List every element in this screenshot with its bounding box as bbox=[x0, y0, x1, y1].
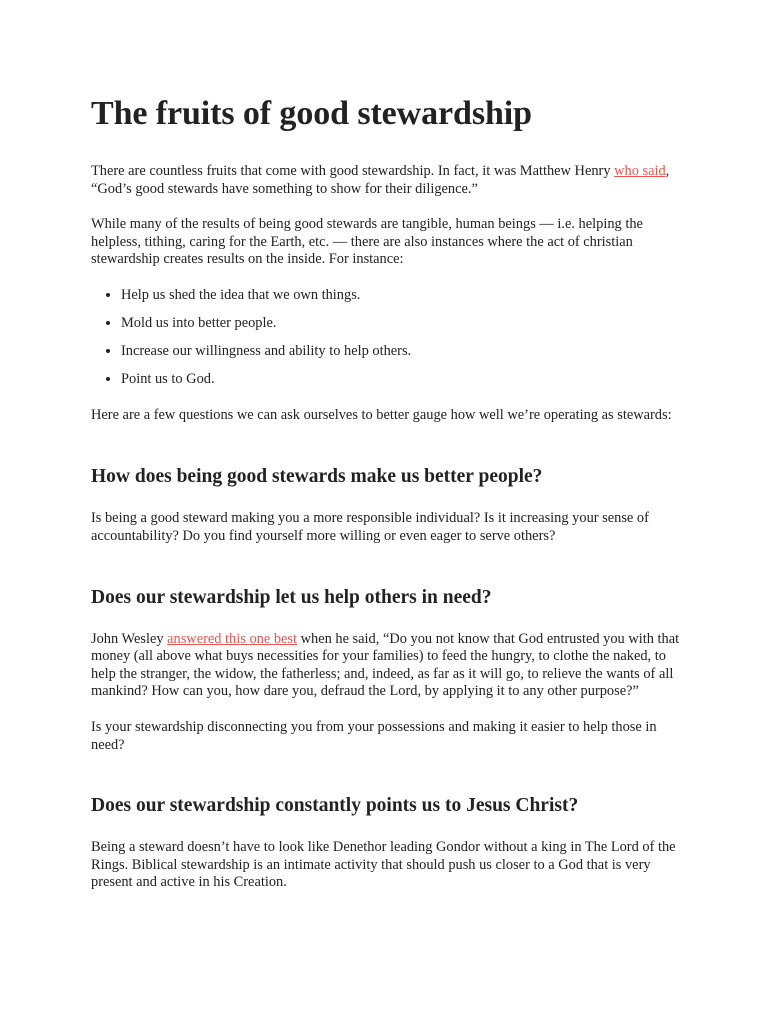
section-paragraph-better-people: Is being a good steward making you a more responsible individual? Is it increasing your sense of accountability? Do you find yourself more willing or even eager to serve others? bbox=[91, 510, 649, 545]
wesley-quote-paragraph bbox=[91, 631, 681, 701]
section-paragraph-possessions: Is your stewardship disconnecting you from your possessions and making it easier to help those in need? bbox=[91, 719, 657, 753]
who-said-link[interactable]: who said bbox=[614, 163, 666, 179]
article-body bbox=[91, 92, 681, 910]
list-item: • Mold us into better people. bbox=[121, 315, 681, 333]
fruits-list bbox=[91, 287, 681, 389]
section-paragraph-steward-christ: Being a steward doesn’t have to look like Denethor leading Gondor without a king in The Lord of the Rings. Biblical stewardship is an intimate activity that should push us closer to a God that is very present and active in his Creation. bbox=[91, 839, 676, 891]
list-item: • Increase our willingness and ability to help others. bbox=[121, 343, 681, 361]
list-item: • Help us shed the idea that we own things. bbox=[121, 287, 681, 305]
answered-this-one-best-link[interactable]: answered this one best bbox=[167, 630, 298, 647]
list-item: • Point us to God. bbox=[121, 371, 681, 389]
article-title: The fruits of good stewardship bbox=[91, 95, 532, 132]
results-paragraph: While many of the results of being good stewards are tangible, human beings — i.e. helping the helpless, tithing, caring for the Earth, etc. — there are also instances where the act of christian stewardship creates results on the inside. For instance: bbox=[91, 216, 643, 268]
intro-text-after: , “God’s good stewards have something to show for their diligence.” bbox=[91, 163, 670, 197]
questions-intro-paragraph: Here are a few questions we can ask ourselves to better gauge how well we’re operating as stewards: bbox=[91, 406, 672, 423]
section-heading-better-people: How does being good stewards make us better people? bbox=[91, 466, 543, 488]
wesley-text-after: when he said, “Do you not know that God entrusted you with that money (all above what buys necessities for your families) to feed the hungry, to clothe the naked, to help the stranger, the widow, the fatherless; and, indeed, as far as it will go, to relieve the wants of all mankind? How can you, how dare you, defraud the Lord, by applying it to any other purpose?” bbox=[91, 630, 680, 700]
wesley-text-before: John Wesley bbox=[91, 630, 168, 647]
section-heading-jesus-christ: Does our stewardship constantly points us to Jesus Christ? bbox=[91, 795, 579, 817]
intro-paragraph bbox=[91, 163, 681, 198]
section-heading-help-others: Does our stewardship let us help others in need? bbox=[91, 586, 492, 608]
intro-text-before: There are countless fruits that come with good stewardship. In fact, it was Matthew Henry bbox=[91, 163, 615, 179]
